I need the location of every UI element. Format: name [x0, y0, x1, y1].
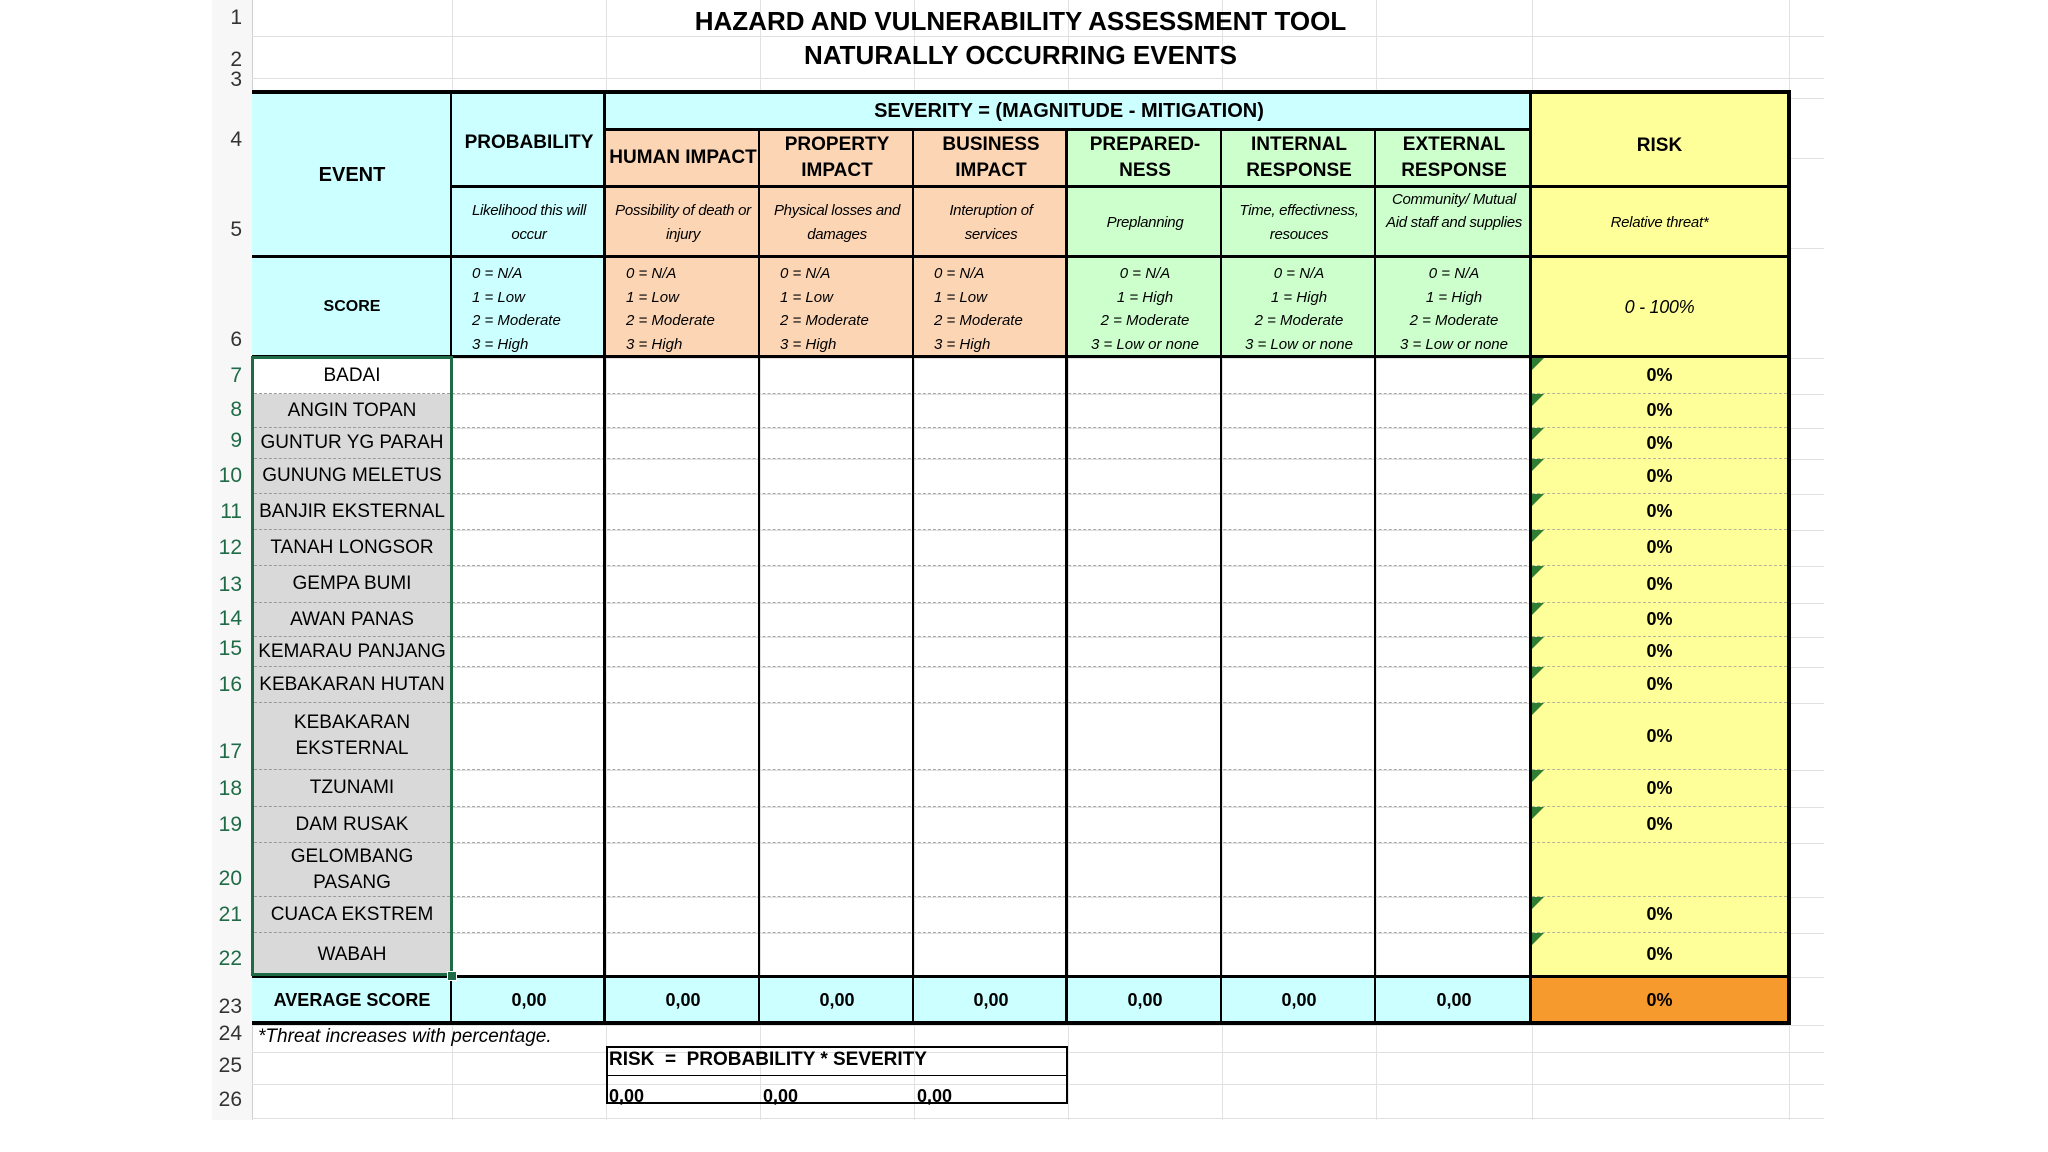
event-risk-cell[interactable]: 0%: [1532, 637, 1787, 667]
external-response-description: Community/ Mutual Aid staff and supplies: [1386, 191, 1522, 231]
external-response-scale: [1381, 262, 1527, 356]
event-name-cell[interactable]: DAM RUSAK: [254, 807, 450, 843]
scale-item: 3 = High: [472, 335, 529, 353]
row-number[interactable]: 7: [230, 364, 242, 387]
row-number[interactable]: 25: [218, 1054, 242, 1077]
row-number[interactable]: 16: [218, 673, 242, 696]
row-divider: [452, 702, 1532, 703]
event-risk-cell[interactable]: 0%: [1532, 703, 1787, 770]
event-name-cell[interactable]: GUNTUR YG PARAH: [254, 428, 450, 459]
event-name-cell[interactable]: GELOMBANG PASANG: [254, 843, 450, 897]
internal-response-description: Time, effectivness, resouces: [1239, 201, 1359, 243]
row-number[interactable]: 20: [218, 867, 242, 890]
internal-response-header: INTERNAL RESPONSE: [1246, 134, 1352, 181]
preparedness-description: Preplanning: [1106, 213, 1184, 231]
row-number[interactable]: 10: [218, 464, 242, 487]
risk-description: Relative threat*: [1610, 213, 1709, 231]
scale-item: 1 = Low: [934, 288, 987, 306]
event-risk-cell[interactable]: 0%: [1532, 394, 1787, 428]
row-number[interactable]: 18: [218, 777, 242, 800]
severity-header: SEVERITY = (MAGNITUDE - MITIGATION): [874, 100, 1264, 122]
row-number[interactable]: 8: [230, 398, 242, 421]
scale-item: 3 = High: [626, 335, 683, 353]
row-number[interactable]: 26: [218, 1088, 242, 1111]
event-name-cell[interactable]: TANAH LONGSOR: [254, 530, 450, 566]
property-impact-scale: [780, 262, 869, 356]
event-risk-cell[interactable]: 0%: [1532, 566, 1787, 603]
event-risk-cell[interactable]: 0%: [1532, 933, 1787, 977]
scale-item: 3 = Low or none: [1091, 335, 1199, 353]
row-divider: [452, 842, 1532, 843]
table-border-right: [1787, 90, 1791, 1025]
score-label: SCORE: [323, 298, 381, 315]
average-internal-response[interactable]: 0,00: [1222, 977, 1376, 1023]
risk-header: RISK: [1636, 135, 1683, 156]
row-number[interactable]: 1: [230, 6, 242, 29]
formula-impact-value[interactable]: 0,00: [763, 1086, 799, 1106]
event-risk-cell[interactable]: 0%: [1532, 459, 1787, 494]
property-impact-description: Physical losses and damages: [773, 201, 901, 243]
event-header: EVENT: [318, 163, 386, 186]
probability-header: PROBABILITY: [464, 132, 594, 153]
row-number[interactable]: 11: [220, 500, 242, 523]
event-name-cell[interactable]: GEMPA BUMI: [254, 566, 450, 603]
probability-description: Likelihood this will occur: [471, 201, 587, 243]
risk-formula-label: RISK = PROBABILITY * SEVERITY: [609, 1049, 927, 1070]
event-name-cell[interactable]: TZUNAMI: [254, 770, 450, 807]
sheet-title: HAZARD AND VULNERABILITY ASSESSMENT TOOL: [694, 6, 1347, 36]
risk-formula-divider: [606, 1075, 1068, 1076]
row-divider: [452, 636, 1532, 637]
event-risk-cell[interactable]: [1532, 843, 1787, 897]
scale-item: 0 = N/A: [1273, 265, 1325, 282]
average-preparedness[interactable]: 0,00: [1068, 977, 1222, 1023]
event-risk-cell[interactable]: 0%: [1532, 530, 1787, 566]
row-divider: [452, 458, 1532, 459]
scale-item: 3 = Low or none: [1245, 335, 1353, 353]
footnote: *Threat increases with percentage.: [258, 1026, 552, 1047]
internal-response-scale: [1226, 262, 1372, 356]
average-external-response[interactable]: 0,00: [1376, 977, 1532, 1023]
col-border: [912, 130, 914, 1024]
scale-item: 0 = N/A: [1428, 265, 1480, 282]
scale-item: 1 = Low: [472, 288, 525, 306]
event-name-cell[interactable]: BANJIR EKSTERNAL: [254, 494, 450, 530]
score-border-top: [252, 255, 1789, 258]
severity-border: [1529, 92, 1532, 1024]
fill-handle[interactable]: [447, 971, 457, 981]
average-business-impact[interactable]: 0,00: [914, 977, 1068, 1023]
row-number[interactable]: 12: [218, 536, 242, 559]
row-number[interactable]: 19: [218, 813, 242, 836]
row-divider: [452, 393, 1532, 394]
row-number[interactable]: 13: [218, 573, 242, 596]
scale-item: 1 = High: [1270, 288, 1328, 306]
row-divider: [452, 666, 1532, 667]
col-border: [758, 130, 760, 1024]
human-impact-header: HUMAN IMPACT: [609, 147, 757, 168]
gridline: [252, 78, 1824, 79]
event-risk-cell[interactable]: 0%: [1532, 897, 1787, 933]
probability-border: [603, 92, 606, 1024]
scale-item: 0 = N/A: [626, 265, 677, 282]
scale-item: 1 = High: [1425, 288, 1483, 306]
human-impact-description: Possibility of death or injury: [615, 201, 751, 243]
average-probability[interactable]: 0,00: [452, 977, 606, 1023]
scale-item: 3 = High: [780, 335, 837, 353]
row-number[interactable]: 23: [218, 995, 242, 1018]
average-human-impact[interactable]: 0,00: [606, 977, 760, 1023]
formula-mitigation-value[interactable]: 0,00: [917, 1086, 953, 1106]
row-number[interactable]: 15: [218, 637, 242, 660]
event-name-cell[interactable]: CUACA EKSTREM: [254, 897, 450, 933]
col-border: [1220, 130, 1222, 1024]
event-risk-cell[interactable]: 0%: [1532, 428, 1787, 459]
property-impact-header: PROPERTY IMPACT: [784, 134, 890, 181]
row-divider: [452, 529, 1532, 530]
scale-item: 0 = N/A: [934, 265, 985, 282]
row-number[interactable]: 22: [218, 947, 242, 970]
row-divider: [452, 932, 1532, 933]
scale-item: 2 = Moderate: [1100, 312, 1190, 329]
col-border: [1374, 130, 1376, 1024]
event-risk-cell[interactable]: 0%: [1532, 358, 1787, 394]
average-border-top: [252, 975, 1791, 978]
event-risk-cell[interactable]: 0%: [1532, 603, 1787, 637]
scale-item: 2 = Moderate: [934, 312, 1023, 329]
business-impact-header: BUSINESS IMPACT: [942, 134, 1040, 181]
scale-item: 2 = Moderate: [780, 312, 869, 329]
row-divider: [452, 896, 1532, 897]
business-impact-scale: [934, 262, 1023, 356]
selection-range[interactable]: [251, 356, 453, 976]
row-number[interactable]: 17: [218, 740, 242, 763]
average-score-label: AVERAGE SCORE: [273, 989, 431, 1010]
event-risk-cell[interactable]: 0%: [1532, 494, 1787, 530]
row-divider: [452, 493, 1532, 494]
average-property-impact[interactable]: 0,00: [760, 977, 914, 1023]
risk-header-border: [1532, 185, 1787, 188]
scale-item: 0 = N/A: [472, 265, 523, 282]
event-name-cell[interactable]: KEBAKARAN EKSTERNAL: [254, 703, 450, 770]
scale-item: 1 = High: [1116, 288, 1174, 306]
event-name-cell[interactable]: BADAI: [254, 358, 450, 394]
row-divider: [452, 602, 1532, 603]
severity-header-border: [606, 128, 1532, 131]
gridline: [252, 1118, 1824, 1119]
row-number[interactable]: 4: [230, 128, 242, 151]
row-number[interactable]: 3: [230, 68, 242, 91]
average-risk[interactable]: 0%: [1532, 977, 1787, 1023]
table-border-bottom: [252, 1021, 1791, 1025]
row-divider: [452, 427, 1532, 428]
scale-item: 2 = Moderate: [1254, 312, 1344, 329]
event-risk-cell[interactable]: 0%: [1532, 667, 1787, 703]
risk-scale: 0 - 100%: [1624, 297, 1695, 317]
scale-item: 1 = Low: [780, 288, 833, 306]
row-number[interactable]: 2: [230, 48, 242, 71]
scale-item: 0 = N/A: [1119, 265, 1171, 282]
event-name-cell[interactable]: ANGIN TOPAN: [254, 394, 450, 428]
row-number[interactable]: 14: [218, 607, 242, 630]
event-name-cell[interactable]: GUNUNG MELETUS: [254, 459, 450, 494]
row-divider: [452, 565, 1532, 566]
preparedness-scale: [1072, 262, 1218, 356]
event-name-cell[interactable]: WABAH: [254, 933, 450, 977]
business-impact-description: Interuption of services: [949, 201, 1033, 243]
scale-item: 2 = Moderate: [472, 312, 561, 329]
row-divider: [452, 769, 1532, 770]
preparedness-header: PREPARED-NESS: [1089, 134, 1201, 181]
row-number[interactable]: 6: [230, 328, 242, 351]
scale-item: 2 = Moderate: [626, 312, 715, 329]
event-name-cell[interactable]: KEMARAU PANJANG: [254, 637, 450, 667]
row-divider: [452, 806, 1532, 807]
scale-item: 3 = Low or none: [1400, 335, 1508, 353]
event-risk-cell[interactable]: 0%: [1532, 770, 1787, 807]
row-number[interactable]: 21: [218, 903, 242, 926]
event-risk-cell[interactable]: 0%: [1532, 807, 1787, 843]
row-number[interactable]: 24: [218, 1022, 242, 1045]
scale-item: 2 = Moderate: [1409, 312, 1499, 329]
row-number[interactable]: 5: [230, 218, 242, 241]
scale-item: 1 = Low: [626, 288, 679, 306]
score-border-bottom: [252, 355, 1789, 358]
external-response-header: EXTERNAL RESPONSE: [1401, 134, 1507, 181]
row-number[interactable]: 9: [230, 429, 242, 452]
probability-scale: [472, 262, 561, 356]
scale-item: 3 = High: [934, 335, 991, 353]
event-name-cell[interactable]: KEBAKARAN HUTAN: [254, 667, 450, 703]
scale-item: 0 = N/A: [780, 265, 831, 282]
sheet-subtitle: NATURALLY OCCURRING EVENTS: [804, 40, 1237, 70]
impact-border: [1065, 130, 1068, 1024]
formula-probability-value[interactable]: 0,00: [609, 1086, 645, 1106]
table-border-top: [252, 90, 1789, 94]
event-name-cell[interactable]: AWAN PANAS: [254, 603, 450, 637]
human-impact-scale: [626, 262, 715, 356]
